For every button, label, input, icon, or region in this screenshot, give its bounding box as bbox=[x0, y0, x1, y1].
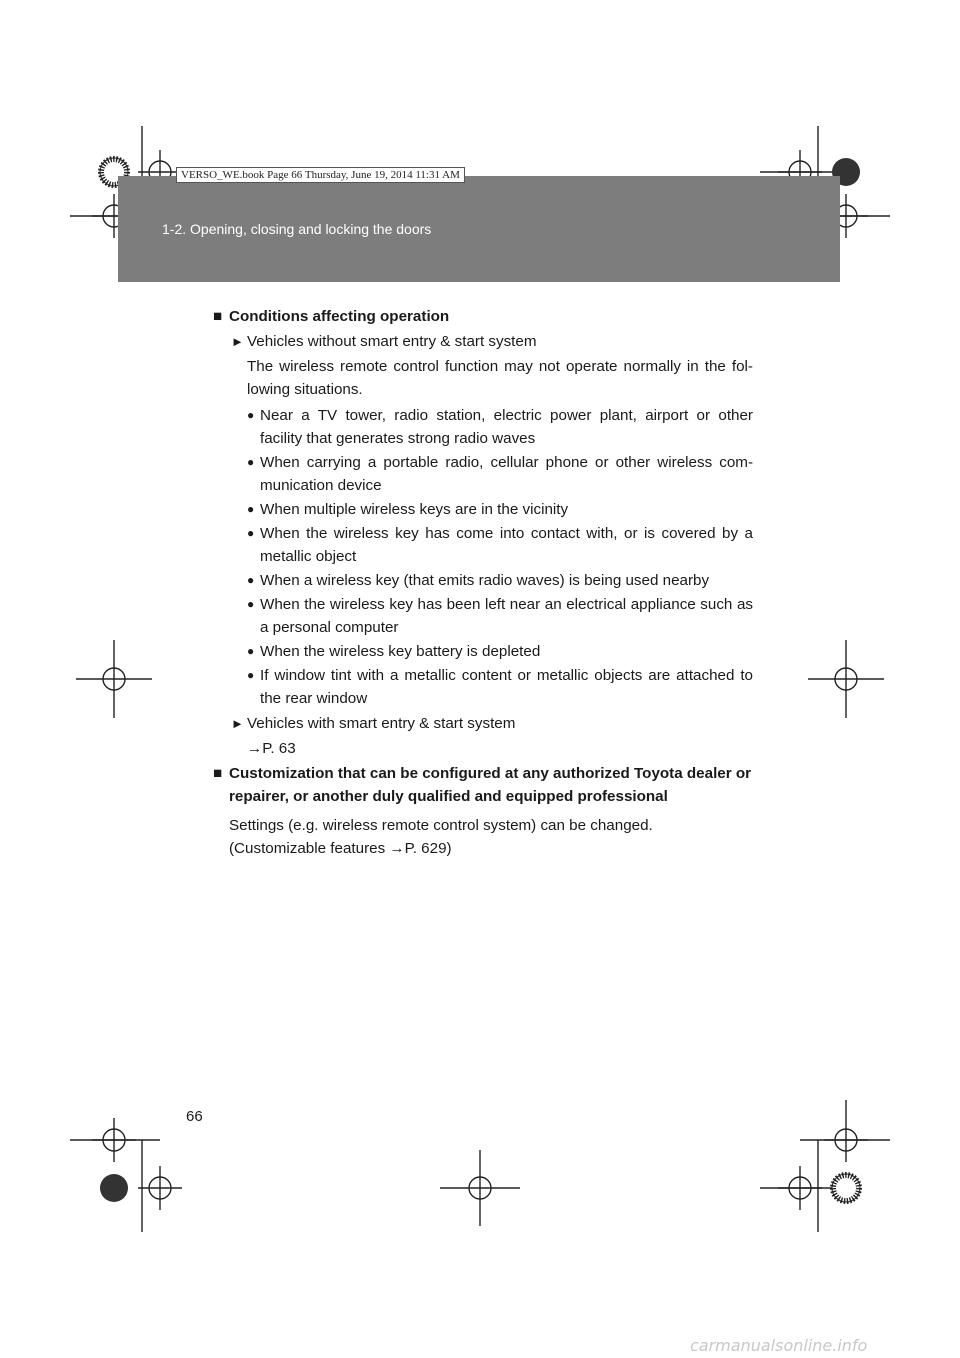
square-bullet-icon: ■ bbox=[213, 308, 223, 325]
page-content bbox=[213, 305, 753, 860]
customization-line-2[interactable]: (Customizable features →P. 629) bbox=[229, 840, 452, 857]
intro-paragraph: The wireless remote control function may not operate normally in the fol-lowing situations. bbox=[247, 358, 753, 398]
dot-bullet-icon: ● bbox=[247, 502, 255, 516]
list-item: ● If window tint with a metallic content or metallic objects are attached to the rear window bbox=[213, 664, 753, 710]
conditions-heading-text: Conditions affecting operation bbox=[229, 308, 450, 325]
without-smart-entry-subheading bbox=[213, 330, 753, 353]
customization-line-1: Settings (e.g. wireless remote control system) can be changed. bbox=[229, 817, 653, 834]
dot-bullet-icon: ● bbox=[247, 455, 255, 469]
site-watermark: carmanualsonline.info bbox=[690, 1336, 868, 1355]
list-item: ● When the wireless key has come into contact with, or is covered by a metallic object bbox=[213, 522, 753, 568]
with-smart-entry-label: Vehicles with smart entry & start system bbox=[247, 715, 516, 732]
without-smart-entry-label: Vehicles without smart entry & start system bbox=[247, 333, 537, 350]
list-item: ● When the wireless key battery is depleted bbox=[213, 640, 753, 663]
triangle-pointer-icon: ► bbox=[231, 334, 244, 349]
list-item: ● When the wireless key has been left near an electrical appliance such as a personal computer bbox=[213, 593, 753, 639]
page-reference-link[interactable]: →P. 63 bbox=[247, 740, 296, 757]
dot-bullet-icon: ● bbox=[247, 408, 255, 422]
section-title: 1-2. Opening, closing and locking the doors bbox=[162, 221, 432, 237]
square-bullet-icon: ■ bbox=[213, 765, 223, 782]
conditions-list bbox=[213, 404, 753, 710]
conditions-heading bbox=[213, 305, 753, 328]
book-print-stamp: VERSO_WE.book Page 66 Thursday, June 19, 2014 11:31 AM bbox=[176, 167, 465, 183]
dot-bullet-icon: ● bbox=[247, 668, 255, 682]
triangle-pointer-icon: ► bbox=[231, 716, 244, 731]
with-smart-entry-subheading bbox=[213, 712, 753, 735]
dot-bullet-icon: ● bbox=[247, 597, 255, 611]
dot-bullet-icon: ● bbox=[247, 644, 255, 658]
dot-bullet-icon: ● bbox=[247, 526, 255, 540]
list-item: ● When carrying a portable radio, cellular phone or other wireless com-munication device bbox=[213, 451, 753, 497]
customization-heading-text: Customization that can be configured at any authorized Toyota dealer or repairer, or another duly qualified and equipped professional bbox=[229, 765, 752, 805]
list-item: ● When multiple wireless keys are in the vicinity bbox=[213, 498, 753, 521]
customization-heading bbox=[213, 762, 753, 808]
list-item: ● Near a TV tower, radio station, electric power plant, airport or other facility that generates strong radio waves bbox=[213, 404, 753, 450]
page-number: 66 bbox=[186, 1108, 203, 1125]
dot-bullet-icon: ● bbox=[247, 573, 255, 587]
list-item: ● When a wireless key (that emits radio waves) is being used nearby bbox=[213, 569, 753, 592]
